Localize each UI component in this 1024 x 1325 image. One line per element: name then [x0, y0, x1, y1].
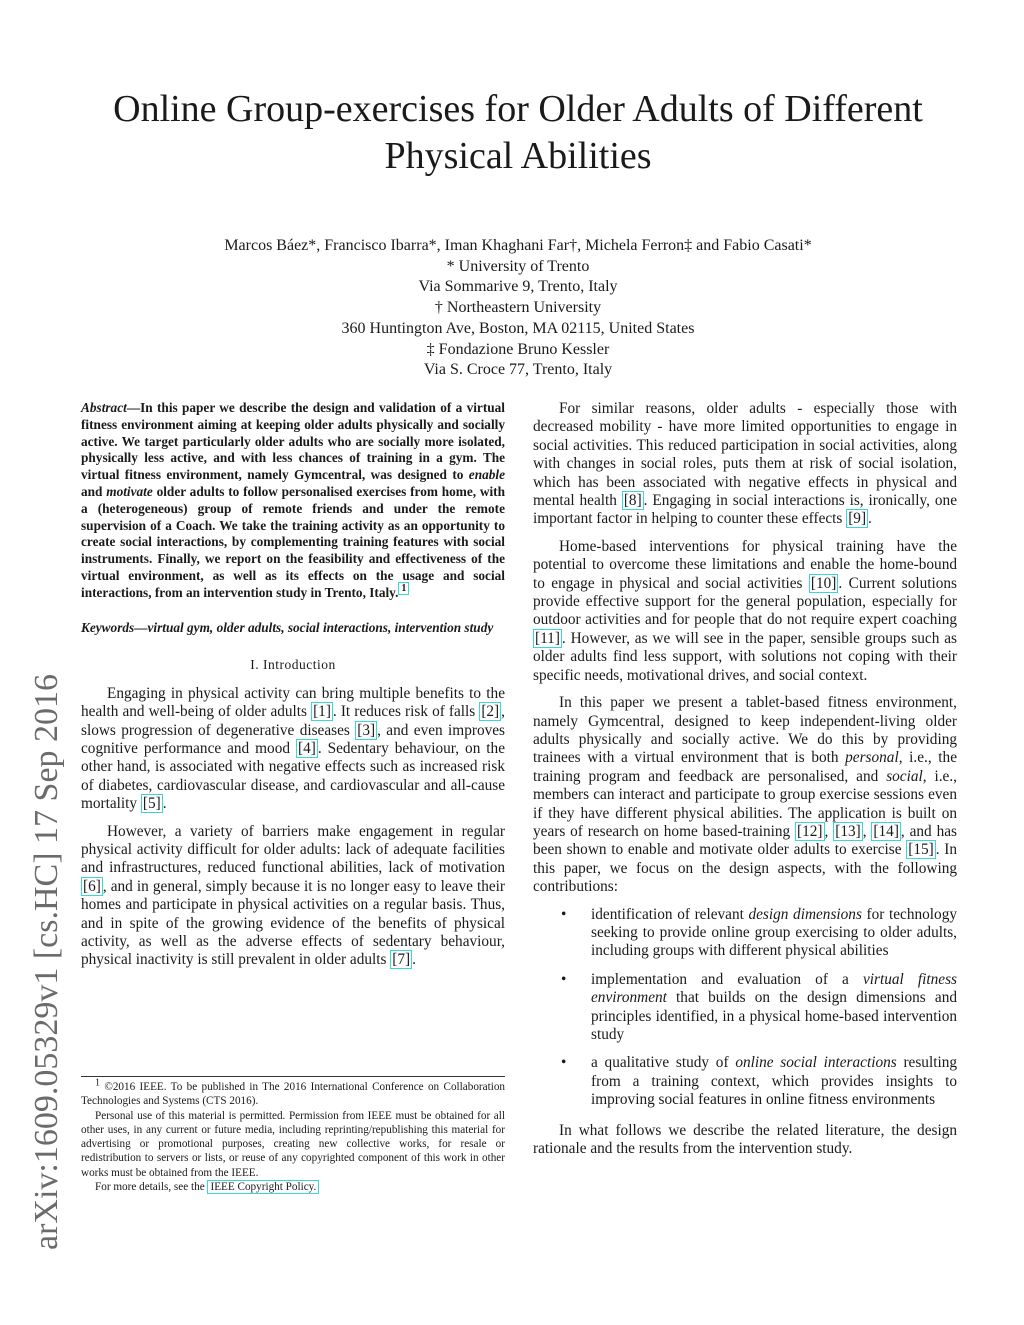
text-run: . In this paper, we focus on the design aspects, with the following contributions: [533, 841, 957, 896]
footnotes [81, 1076, 505, 1194]
text-run: However, a variety of barriers make engagement in regular physical activity difficult for older adults: lack of adequate facilities and infrastructures, reduced functional abilities, lack of motivation [81, 822, 505, 877]
text-run: . [868, 510, 872, 528]
keywords [81, 620, 505, 637]
emphasis: social [886, 767, 923, 785]
right-paragraph-1 [533, 400, 957, 529]
text-run: For similar reasons, older adults - especially those with decreased mobility - have more limited opportunities to engage in social activities. This reduced participation in social activities, along with changes in social roles, puts them at risk of social isolation, which has been associated with negative effects in physical and mental health [533, 400, 957, 510]
address-2: 360 Huntington Ave, Boston, MA 02115, United States [341, 319, 695, 337]
affiliation-3: ‡ Fondazione Bruno Kessler [426, 340, 610, 358]
contributions-list [533, 906, 957, 1110]
title-line-1: Online Group-exercises for Older Adults of Different [113, 88, 923, 130]
abstract-text-a: —In this paper we describe the design and validation of a virtual fitness environment aiming at keeping older adults physically and socially active. We target particularly older adults who are socially more isolated, physically less active, and with less chances of training in a gym. The virtual fitness environment, namely Gymcentral, was designed to [81, 400, 505, 483]
text-run: identification of relevant [591, 905, 749, 923]
bullet-icon: • [561, 970, 567, 988]
text-run: Home-based interventions for physical training have the potential to overcome these limitations and enable the home-bound to engage in physical and social activities [533, 537, 957, 592]
citation-link[interactable]: [6] [83, 877, 101, 895]
address-1: Via Sommarive 9, Trento, Italy [418, 278, 618, 296]
citation-link[interactable]: [10] [810, 574, 837, 592]
author-block [60, 236, 976, 381]
text-run: Engaging in physical activity can bring multiple benefits to the health and well-being of older adults [81, 684, 505, 721]
footnote-text: For more details, see the [95, 1181, 208, 1194]
text-run: In this paper we present a tablet-based fitness environment, namely Gymcentral, designed to keep independent-living older adults physically and socially active. We do this by providing trainees with a virtual environment that is both [533, 694, 957, 767]
footnote-2: Personal use of this material is permitted. Permission from IEEE must be obtained for all other uses, in any current or future media, including reprinting/republishing this material for advertising or promotional purposes, creating new collective works, for resale or redistribution to servers or lists, or reuse of any copyrighted component of this work in other works must be obtained from the IEEE. [81, 1109, 505, 1179]
text-run: resulting from a training context, which provides insights to improving social features in online fitness environments [591, 1054, 957, 1109]
bullet-icon: • [561, 1054, 567, 1072]
text-run: . [412, 951, 416, 969]
section-heading-introduction: I. Introduction [250, 657, 336, 673]
left-column [81, 400, 505, 979]
citation-link[interactable]: [5] [142, 795, 161, 813]
emphasis: design dimensions [748, 905, 862, 923]
bullet-icon: • [561, 905, 567, 923]
ieee-copyright-link[interactable]: IEEE Copyright Policy. [207, 1180, 319, 1194]
citation-link[interactable]: [9] [848, 510, 867, 528]
abstract-and: and [81, 483, 107, 499]
author-names: Marcos Báez*, Francisco Ibarra*, Iman Khaghani Far†, Michela Ferron‡ and Fabio Casati* [224, 237, 812, 254]
list-item [533, 971, 957, 1045]
text-run: , slows progression of degenerative diseases [81, 703, 505, 739]
emphasis: virtual fitness environment [591, 970, 957, 1007]
text-run: , i.e., members can interact and participate to group exercise sessions even if they have different physical abilities. The application is built on years of research on home based-training [533, 767, 957, 840]
text-run: , [862, 822, 872, 840]
right-paragraph-3 [533, 694, 957, 896]
citation-link[interactable]: [1] [313, 703, 331, 721]
text-run: . [162, 795, 167, 813]
paper-title [60, 86, 976, 180]
footnote-1 [81, 1077, 506, 1109]
footnote-link[interactable]: 1 [398, 582, 409, 595]
list-item [533, 1054, 957, 1109]
citation-link[interactable]: [14] [873, 822, 899, 840]
list-item [533, 906, 957, 961]
footnote-3 [81, 1180, 505, 1194]
citation-link[interactable]: [13] [835, 822, 861, 840]
abstract-em-motivate: motivate [106, 483, 153, 499]
text-run: . Sedentary behaviour, on the other hand, is associated with negative effects such as increased risk of diabetes, cardiovascular disease, and cardiovascular and all-cause mortality [81, 739, 505, 813]
footnote-mark: 1 [95, 1077, 100, 1089]
text-run: for technology seeking to provide online group exercising to older adults, including groups with different physical abilities [591, 905, 957, 960]
citation-link[interactable]: [2] [481, 703, 500, 721]
text-run: , and in general, simply because it is no longer easy to leave their homes and participate in physical activities on a regular basis. Thus, and in spite of the growing evidence of the benefits of physical activity, as well as the adverse effects of sedentary behaviour, physical inactivity is still prevalent in older adults [81, 877, 505, 969]
footnote-text: ©2016 IEEE. To be published in The 2016 International Conference on Collaboration Technologies and Systems (CTS 2016). [81, 1081, 506, 1108]
right-column [533, 400, 957, 1167]
arxiv-stamp: arXiv:1609.05329v1 [cs.HC] 17 Sep 2016 [28, 673, 65, 1250]
text-run: , i.e., the training program and feedback are personalised, and [533, 749, 957, 785]
emphasis: personal [845, 749, 899, 767]
affiliation-1: * University of Trento [446, 257, 590, 275]
abstract-label: Abstract [81, 400, 127, 415]
keywords-label: Keywords [81, 619, 135, 635]
right-paragraph-2 [533, 538, 957, 685]
intro-paragraph-2 [81, 823, 505, 970]
text-run: , [824, 822, 834, 840]
abstract-em-enable: enable [468, 467, 505, 483]
text-run: . Engaging in social interactions is, ironically, one important factor in helping to counter these effects [533, 492, 957, 528]
abstract-text-b: older adults to follow personalised exercises from home, with a (heterogeneous) group of remote friends and under the remote supervision of a Coach. We take the training activity as an opportunity to create social interactions, by complementing training features with social instruments. Finally, we report on the feasibility and effectiveness of the virtual environment, as well as its effects on the usage and social interactions, from an intervention study in Trento, Italy. [81, 483, 505, 600]
text-run: , and has been shown to enable and motivate older adults to exercise [533, 822, 957, 859]
keywords-text: —virtual gym, older adults, social interactions, intervention study [134, 619, 494, 635]
citation-link[interactable]: [7] [392, 951, 411, 969]
address-3: Via S. Croce 77, Trento, Italy [423, 361, 613, 379]
intro-paragraph-1 [81, 685, 505, 814]
text-run: implementation and evaluation of a [591, 970, 863, 988]
affiliation-2: † Northeastern University [434, 299, 602, 317]
text-run: , and even improves cognitive performance and mood [81, 721, 505, 757]
text-run: a qualitative study of [591, 1054, 736, 1072]
citation-link[interactable]: [4] [297, 739, 316, 757]
text-run: that builds on the design dimensions and principles identified, in a physical home-based intervention study [591, 989, 957, 1043]
text-run: . It reduces risk of falls [332, 703, 480, 721]
citation-link[interactable]: [11] [535, 629, 560, 647]
title-line-2: Physical Abilities [384, 135, 652, 177]
text-run: . Current solutions provide effective support for the general population, especially for outdoor activities and for people that do not require expert coaching [533, 574, 957, 629]
citation-link[interactable]: [15] [908, 841, 934, 859]
citation-link[interactable]: [3] [357, 721, 376, 739]
footnote-rule [81, 1076, 505, 1077]
right-paragraph-4: In what follows we describe the related literature, the design rationale and the results from the intervention study. [533, 1121, 957, 1158]
citation-link[interactable]: [12] [797, 822, 823, 840]
abstract [81, 400, 505, 602]
emphasis: online social interactions [735, 1054, 897, 1072]
citation-link[interactable]: [8] [623, 492, 642, 510]
text-run: . However, as we will see in the paper, sensible groups such as older adults find less support, with solutions not coping with their specific needs, motivational drives, and social context. [533, 629, 957, 684]
